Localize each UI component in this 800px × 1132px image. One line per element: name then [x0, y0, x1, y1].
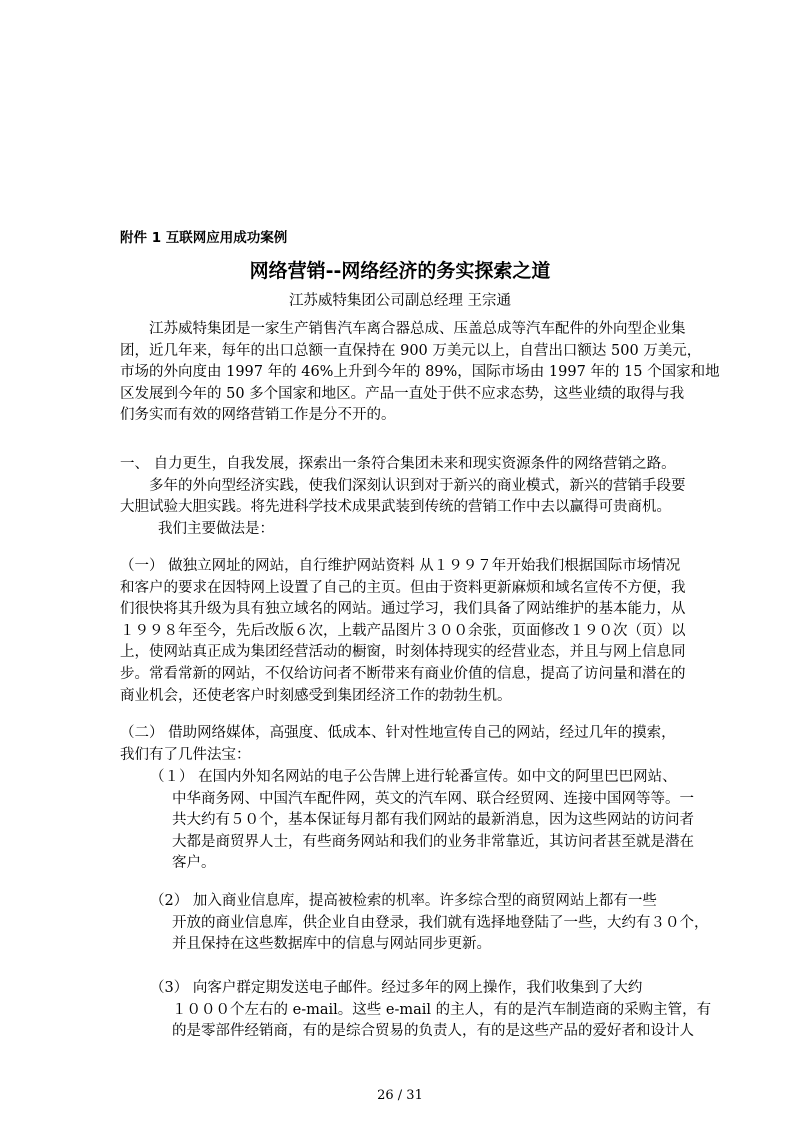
text-line: （2） 加入商业信息库，提高被检索的机率。许多综合型的商贸网站上都有一些 — [150, 893, 657, 909]
text-line: 开放的商业信息库，供企业自由登录，我们就有选择地登陆了一些，大约有３０个， — [172, 914, 709, 931]
text-line: （3） 向客户群定期发送电子邮件。经过多年的网上操作，我们收集到了大约 — [150, 980, 643, 996]
page-number: 26 / 31 — [377, 1088, 423, 1103]
text-line: 大都是商贸界人士，有些商务网站和我们的业务非常靠近，其访问者甚至就是潜在 — [172, 833, 694, 850]
section-heading: 一、 自力更生，自我发展，探索出一条符合集团未来和现实资源条件的网络营销之路。 — [120, 456, 676, 472]
part-one-paragraph — [120, 556, 710, 707]
text-line: 客户。 — [172, 855, 216, 872]
annex-label: 附件 1 互联网应用成功案例 — [120, 230, 288, 246]
list-item-1 — [150, 767, 710, 875]
list-item-2 — [150, 891, 710, 956]
text-line: （二） 借助网络媒体，高强度、低成本、针对性地宣传自己的网站，经过几年的摸索， — [120, 725, 676, 741]
text-line: 步。常看常新的网站，不仅给访问者不断带来有商业价值的信息，提高了访问量和潜在的 — [120, 665, 686, 682]
text-line: 大胆试验大胆实践。将先进科学技术成果武装到传统的营销工作中去以赢得可贵商机。 — [120, 499, 671, 516]
text-line: 们务实而有效的网络营销工作是分不开的。 — [120, 407, 396, 424]
text-line: 多年的外向型经济实践，使我们深刻认识到对于新兴的商业模式，新兴的营销手段要 — [149, 477, 686, 494]
text-line: （１） 在国内外知名网站的电子公告牌上进行轮番宣传。如中文的阿里巴巴网站、 — [150, 769, 677, 785]
method-intro: 我们主要做法是： — [158, 520, 274, 537]
text-line: 区发展到今年的 50 多个国家和地区。产品一直处于供不应求态势，这些业绩的取得与我 — [120, 385, 685, 402]
text-line: 的是零部件经销商，有的是综合贸易的负责人，有的是这些产品的爱好者和设计人 — [172, 1023, 694, 1040]
text-line: 和客户的要求在因特网上设置了自己的主页。但由于资料更新麻烦和域名宣传不方便，我 — [120, 579, 686, 596]
text-line: 们很快将其升级为具有独立域名的网站。通过学习，我们具备了网站维护的基本能力，从 — [120, 601, 686, 618]
text-line: １９９８年至今，先后改版６次，上载产品图片３００余张，页面修改１９０次（页）以 — [120, 622, 686, 639]
text-line: １０００个左右的 e-mail。这些 e-mail 的主人，有的是汽车制造商的采购主管，有 — [172, 1001, 712, 1018]
text-line: 上，使网站真正成为集团经营活动的橱窗，时刻体持现实的经营业态，并且与网上信息同 — [120, 644, 686, 661]
section-one — [120, 454, 710, 540]
text-line: 商业机会，还使老客户时刻感受到集团经济工作的勃勃生机。 — [120, 687, 512, 704]
text-line: 中华商务网、中国汽车配件网，英文的汽车网、联合经贸网、连接中国网等等。一 — [172, 790, 694, 807]
text-line: 江苏威特集团是一家生产销售汽车离合器总成、压盖总成等汽车配件的外向型企业集 — [149, 321, 686, 337]
intro-paragraph — [120, 319, 720, 427]
author-line: 江苏威特集团公司副总经理 王宗通 — [288, 293, 512, 309]
part-two-paragraph — [120, 723, 710, 766]
article-title: 网络营销--网络经济的务实探索之道 — [249, 260, 551, 282]
text-line: 我们有了几件法宝： — [120, 746, 251, 763]
text-line: 团，近几年来，每年的出口总额一直保持在 900 万美元以上，自营出口额达 500 万美元， — [120, 342, 702, 359]
text-line: 并且保持在这些数据库中的信息与网站同步更新。 — [172, 936, 491, 953]
list-item-3 — [150, 978, 710, 1043]
text-line: （一） 做独立网址的网站，自行维护网站资料 从１９９７年开始我们根据国际市场情况 — [120, 558, 681, 574]
text-line: 共大约有５０个，基本保证每月都有我们网站的最新消息，因为这些网站的访问者 — [172, 812, 694, 829]
text-line: 市场的外向度由 1997 年的 46%上升到今年的 89%，国际市场由 1997 年的 15 个国家和地 — [120, 364, 720, 381]
